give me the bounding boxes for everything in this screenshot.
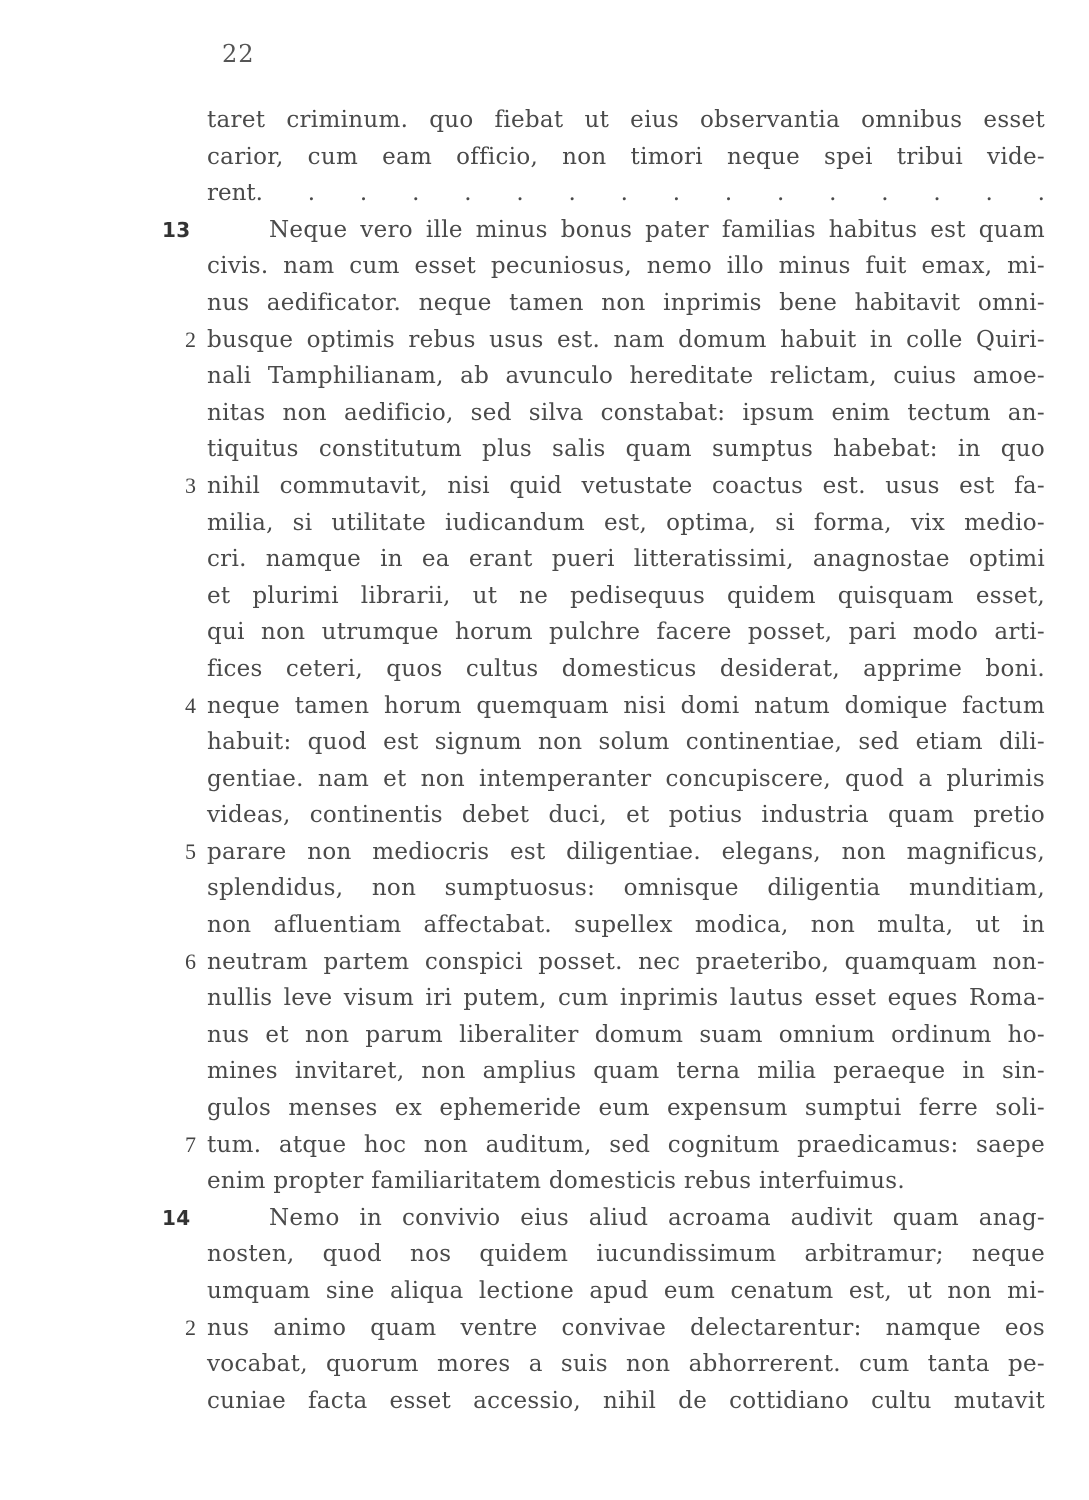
text-line: civis. nam cum esset pecuniosus, nemo illo minus fuit emax, mi-	[207, 253, 1045, 280]
text-line: 4 neque tamen horum quemquam nisi domi natum domique factum	[207, 688, 1045, 725]
text-line: nus et non parum liberaliter domum suam omnium ordinum ho-	[207, 1021, 1045, 1048]
section-number: 13	[162, 217, 191, 242]
paragraph-number: 6	[185, 948, 197, 974]
latin-text-block	[162, 102, 1045, 1419]
text-line: 5 parare non mediocris est diligentiae. elegans, non magnificus,	[207, 834, 1045, 871]
text-line: enim propter familiaritatem domesticis rebus interfuimus.	[207, 1168, 905, 1195]
text-line: carior, cum eam officio, non timori neque spei tribui vide-	[207, 143, 1045, 170]
text-line: umquam sine aliqua lectione apud eum cenatum est, ut non mi-	[207, 1278, 1045, 1304]
text-line: gulos menses ex ephemeride eum expensum sumptui ferre soli-	[207, 1095, 1045, 1122]
paragraph-number: 7	[185, 1131, 197, 1157]
text-line: et plurimi librarii, ut ne pedisequus quidem quisquam esset,	[207, 582, 1045, 609]
text-line: 2 nus animo quam ventre convivae delectarentur: namque eos	[207, 1310, 1045, 1347]
paragraph-number: 2	[185, 1314, 197, 1340]
text-line: cri. namque in ea erant pueri litteratissimi, anagnostae optimi	[207, 546, 1045, 573]
paragraph-number: 2	[185, 326, 197, 352]
text-line: 7 tum. atque hoc non auditum, sed cognitum praedicamus: saepe	[207, 1127, 1045, 1164]
text-line: 3 nihil commutavit, nisi quid vetustate coactus est. usus est fa-	[207, 468, 1045, 505]
text-line: non afluentiam affectabat. supellex modica, non multa, ut in	[207, 912, 1045, 939]
text-line: 13 Neque vero ille minus bonus pater familias habitus est quam	[207, 212, 1045, 249]
text-line: vocabat, quorum mores a suis non abhorrerent. cum tanta pe-	[207, 1351, 1045, 1378]
text-line: gentiae. nam et non intemperanter concupiscere, quod a plurimis	[207, 765, 1045, 792]
text-line: videas, continentis debet duci, et potius industria quam pretio	[207, 802, 1045, 829]
text-line: splendidus, non sumptuosus: omnisque diligentia munditiam,	[207, 875, 1045, 902]
page-number: 22	[222, 40, 255, 68]
text-line: nullis leve visum iri putem, cum inprimis lautus esset eques Roma-	[207, 985, 1045, 1012]
text-line: rent. . . . . . . . . . . . . . . .	[207, 180, 1045, 207]
text-line: 14 Nemo in convivio eius aliud acroama audivit quam anag-	[207, 1200, 1045, 1237]
text-line: 2 busque optimis rebus usus est. nam domum habuit in colle Quiri-	[207, 322, 1045, 359]
section-number: 14	[162, 1205, 191, 1230]
text-line: fices ceteri, quos cultus domesticus desiderat, apprime boni.	[207, 655, 1045, 682]
paragraph-number: 4	[185, 692, 197, 718]
text-line: cuniae facta esset accessio, nihil de cottidiano cultu mutavit	[207, 1387, 1045, 1414]
paragraph-number: 5	[185, 838, 197, 864]
text-line: milia, si utilitate iudicandum est, optima, si forma, vix medio-	[207, 509, 1045, 536]
text-line: mines invitaret, non amplius quam terna milia peraeque in sin-	[207, 1058, 1045, 1085]
text-line: nitas non aedificio, sed silva constabat: ipsum enim tectum an-	[207, 399, 1045, 426]
text-line: qui non utrumque horum pulchre facere posset, pari modo arti-	[207, 619, 1045, 646]
text-line: habuit: quod est signum non solum continentiae, sed etiam dili-	[207, 729, 1045, 756]
text-line: nali Tamphilianam, ab avunculo hereditate relictam, cuius amoe-	[207, 363, 1045, 390]
text-line: 6 neutram partem conspici posset. nec praeteribo, quamquam non-	[207, 944, 1045, 981]
text-line: nus aedificator. neque tamen non inprimis bene habitavit omni-	[207, 289, 1045, 316]
text-line: nosten, quod nos quidem iucundissimum arbitramur; neque	[207, 1241, 1045, 1268]
text-line: tiquitus constitutum plus salis quam sumptus habebat: in quo	[207, 436, 1045, 463]
text-line: taret criminum. quo fiebat ut eius observantia omnibus esset	[207, 107, 1045, 133]
paragraph-number: 3	[185, 472, 197, 498]
